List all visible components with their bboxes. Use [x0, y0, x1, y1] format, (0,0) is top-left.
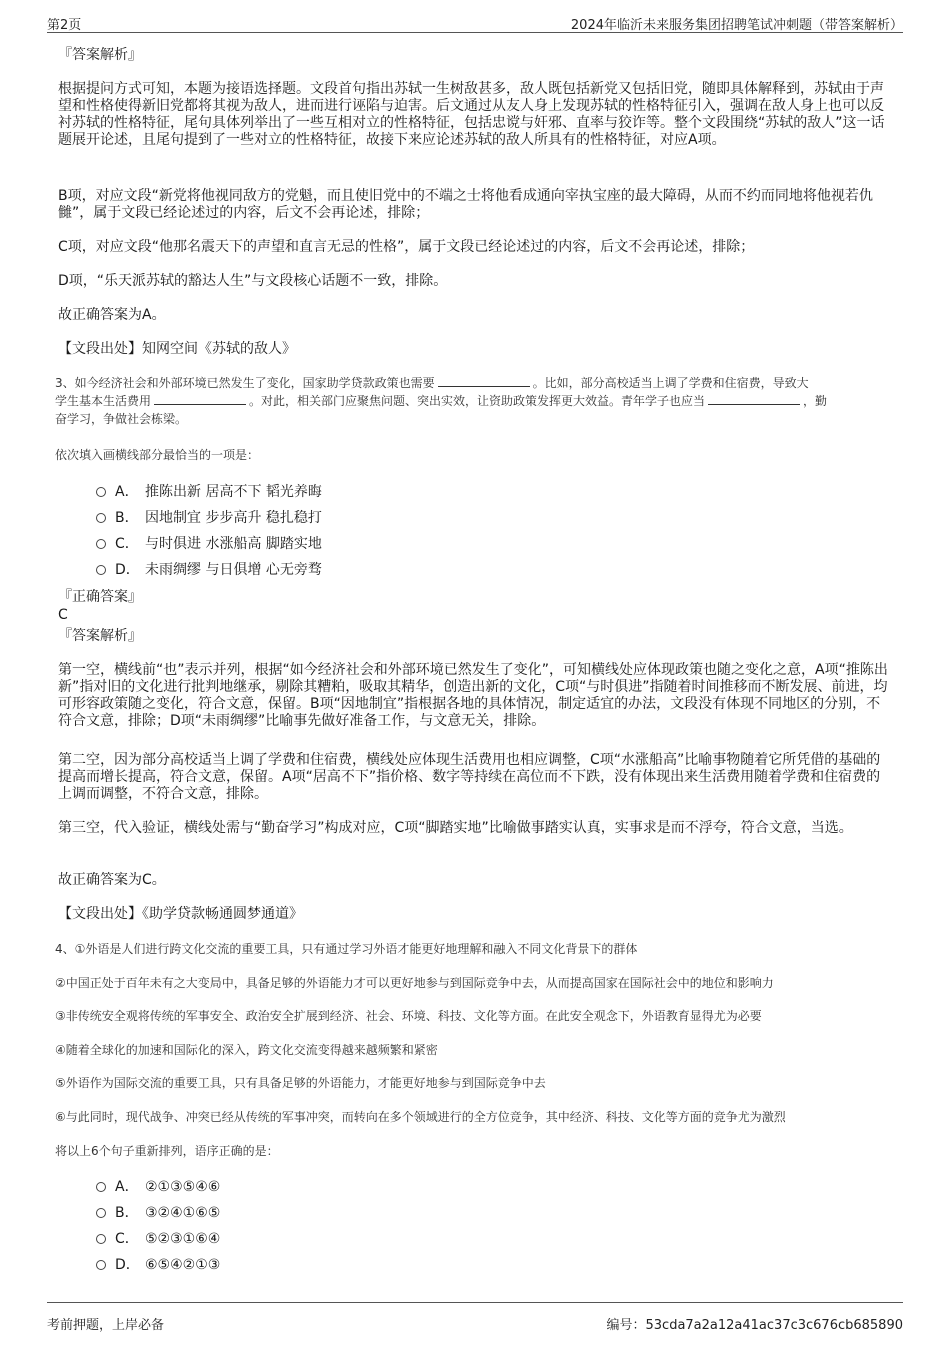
option-letter: C．	[115, 536, 139, 552]
q3-stem-part-b: 。比如，部分高校适当上调了学费和住宿费，导致大	[532, 376, 809, 390]
option-text: 未雨绸缪 与日俱增 心无旁骛	[145, 562, 322, 578]
q3-prompt: 依次填入画横线部分最恰当的一项是：	[55, 448, 260, 462]
footer-slogan: 考前押题，上岸必备	[47, 1318, 165, 1333]
page-footer	[47, 1302, 903, 1333]
option-text: ⑥⑤④②①③	[145, 1257, 221, 1273]
q2-analysis-p1: 根据提问方式可知，本题为接语选择题。文段首句指出苏轼一生树敌甚多，敌人既包括新党又包括旧党，随即具体解释到，苏轼由于声望和性格使得新旧党都将其视为敌人，进而进行诬陷与迫害。后文通过从友人身上发现苏轼的性格特征引入，强调在敌人身上也可以反衬苏轼的性格特征，尾句具体列举出了一些互相对立的性格特征，包括忠谠与奸邪、直率与狡诈等。整个文段围绕“苏轼的敌人”这一话题展开论述，且尾句提到了一些对立的性格特征，故接下来应论述苏轼的敌人所具有的性格特征，对应A项。	[58, 81, 885, 148]
radio-icon[interactable]	[96, 1234, 106, 1244]
q3-answer-label: 『正确答案』	[58, 589, 142, 605]
q3-blank-2	[154, 393, 246, 405]
q3-option-c[interactable]	[96, 535, 322, 553]
page-header	[47, 12, 903, 33]
q3-analysis-label: 『答案解析』	[58, 628, 142, 644]
q4-option-a[interactable]	[96, 1178, 220, 1196]
option-letter: D．	[115, 1257, 140, 1273]
q3-source: 【文段出处】《助学贷款畅通圆梦通道》	[58, 906, 303, 922]
q4-sentence-2: ②中国正处于百年未有之大变局中，具备足够的外语能力才可以更好地参与到国际竞争中去，从而提高国家在国际社会中的地位和影响力	[55, 976, 774, 990]
option-text: ⑤②③①⑥④	[145, 1231, 221, 1247]
q3-analysis-p3: 第三空，代入验证，横线处需与“勤奋学习”构成对应，C项“脚踏实地”比喻做事踏实认真，实事求是而不浮夸，符合文意，当选。	[58, 820, 853, 836]
q3-answer-statement: 故正确答案为C。	[58, 872, 166, 888]
q4-sentence-5: ⑤外语作为国际交流的重要工具，只有具备足够的外语能力，才能更好地参与到国际竞争中去	[55, 1076, 546, 1090]
q3-option-d[interactable]	[96, 561, 322, 579]
q2-analysis-p2: B项，对应文段“新党将他视同敌方的党魁，而且使旧党中的不端之士将他看成通向宰执宝座的最大障碍，从而不约而同地将他视若仇雠”，属于文段已经论述过的内容，后文不会再论述，排除；	[58, 188, 873, 221]
option-text: 与时俱进 水涨船高 脚踏实地	[145, 536, 322, 552]
radio-icon[interactable]	[96, 513, 106, 523]
q3-answer: C	[58, 607, 68, 623]
q4-prompt: 将以上6个句子重新排列，语序正确的是：	[55, 1144, 279, 1158]
radio-icon[interactable]	[96, 539, 106, 549]
q2-analysis-p3: C项，对应文段“他那名震天下的声望和直言无忌的性格”，属于文段已经论述过的内容，后文不会再论述，排除；	[58, 239, 755, 255]
document-id: 编号：53cda7a2a12a41ac37c3c676cb685890	[606, 1318, 903, 1333]
document-title: 2024年临沂未来服务集团招聘笔试冲刺题（带答案解析）	[570, 18, 903, 33]
q4-option-b[interactable]	[96, 1204, 220, 1222]
option-letter: B．	[115, 510, 139, 526]
option-letter: A．	[115, 484, 139, 500]
radio-icon[interactable]	[96, 565, 106, 575]
q4-option-c[interactable]	[96, 1230, 220, 1248]
q3-stem	[55, 374, 895, 428]
q2-source: 【文段出处】知网空间《苏轼的敌人》	[58, 341, 296, 357]
q3-analysis-p1: 第一空，横线前“也”表示并列，根据“如今经济社会和外部环境已然发生了变化”，可知横线处应体现政策也随之变化之意，A项“推陈出新”指对旧的文化进行批判地继承，剔除其糟粕，吸取其精华，创造出新的文化，C项“与时俱进”指随着时间推移而不断发展、前进，均可形容政策随之变化，符合文意，保留。B项“因地制宜”指根据各地的具体情况，制定适宜的办法，文段没有体现不同地区的分别，不符合文意，排除；D项“未雨绸缪”比喻事先做好准备工作，与文意无关，排除。	[58, 662, 888, 729]
q4-option-d[interactable]	[96, 1256, 220, 1274]
q2-answer-statement: 故正确答案为A。	[58, 307, 166, 323]
q3-analysis-p2: 第二空，因为部分高校适当上调了学费和住宿费，横线处应体现生活费用也相应调整，C项“水涨船高”比喻事物随着它所凭借的基础的提高而增长提高，符合文意，保留。A项“居高不下”指价格、数字等持续在高位而不下跌，没有体现出来生活费用随着学费和住宿费的上调而调整，不符合文意，排除。	[58, 752, 881, 802]
radio-icon[interactable]	[96, 1260, 106, 1270]
q2-analysis-p4: D项，“乐天派苏轼的豁达人生”与文段核心话题不一致，排除。	[58, 273, 448, 289]
page-number: 第2页	[47, 18, 82, 33]
q2-analysis-label: 『答案解析』	[58, 47, 142, 63]
q4-sentence-4: ④随着全球化的加速和国际化的深入，跨文化交流变得越来越频繁和紧密	[55, 1043, 438, 1057]
option-letter: C．	[115, 1231, 139, 1247]
q3-blank-1	[438, 375, 530, 387]
option-letter: A．	[115, 1179, 139, 1195]
option-letter: B．	[115, 1205, 139, 1221]
q3-blank-3	[708, 393, 800, 405]
option-text: ②①③⑤④⑥	[145, 1179, 221, 1195]
q4-sentence-1: 4、①外语是人们进行跨文化交流的重要工具，只有通过学习外语才能更好地理解和融入不同文化背景下的群体	[55, 942, 638, 956]
option-text: ③②④①⑥⑤	[145, 1205, 221, 1221]
q3-stem-part-f: 奋学习，争做社会栋梁。	[55, 412, 188, 426]
option-text: 推陈出新 居高不下 韬光养晦	[145, 484, 322, 500]
q3-stem-part-c: 学生基本生活费用	[55, 394, 152, 408]
option-text: 因地制宜 步步高升 稳扎稳打	[145, 510, 322, 526]
radio-icon[interactable]	[96, 487, 106, 497]
q4-sentence-6: ⑥与此同时，现代战争、冲突已经从传统的军事冲突，而转向在多个领域进行的全方位竞争，其中经济、科技、文化等方面的竞争尤为激烈	[55, 1110, 786, 1124]
radio-icon[interactable]	[96, 1182, 106, 1192]
q3-stem-part-e: ，勤	[803, 394, 828, 408]
radio-icon[interactable]	[96, 1208, 106, 1218]
q3-option-b[interactable]	[96, 509, 322, 527]
q3-stem-part-d: 。对此，相关部门应聚焦问题、突出实效，让资助政策发挥更大效益。青年学子也应当	[249, 394, 706, 408]
q4-sentence-3: ③非传统安全观将传统的军事安全、政治安全扩展到经济、社会、环境、科技、文化等方面。在此安全观念下，外语教育显得尤为必要	[55, 1009, 762, 1023]
option-letter: D．	[115, 562, 140, 578]
q3-option-a[interactable]	[96, 483, 322, 501]
q3-stem-part-a: 3、如今经济社会和外部环境已然发生了变化，国家助学贷款政策也需要	[55, 376, 435, 390]
